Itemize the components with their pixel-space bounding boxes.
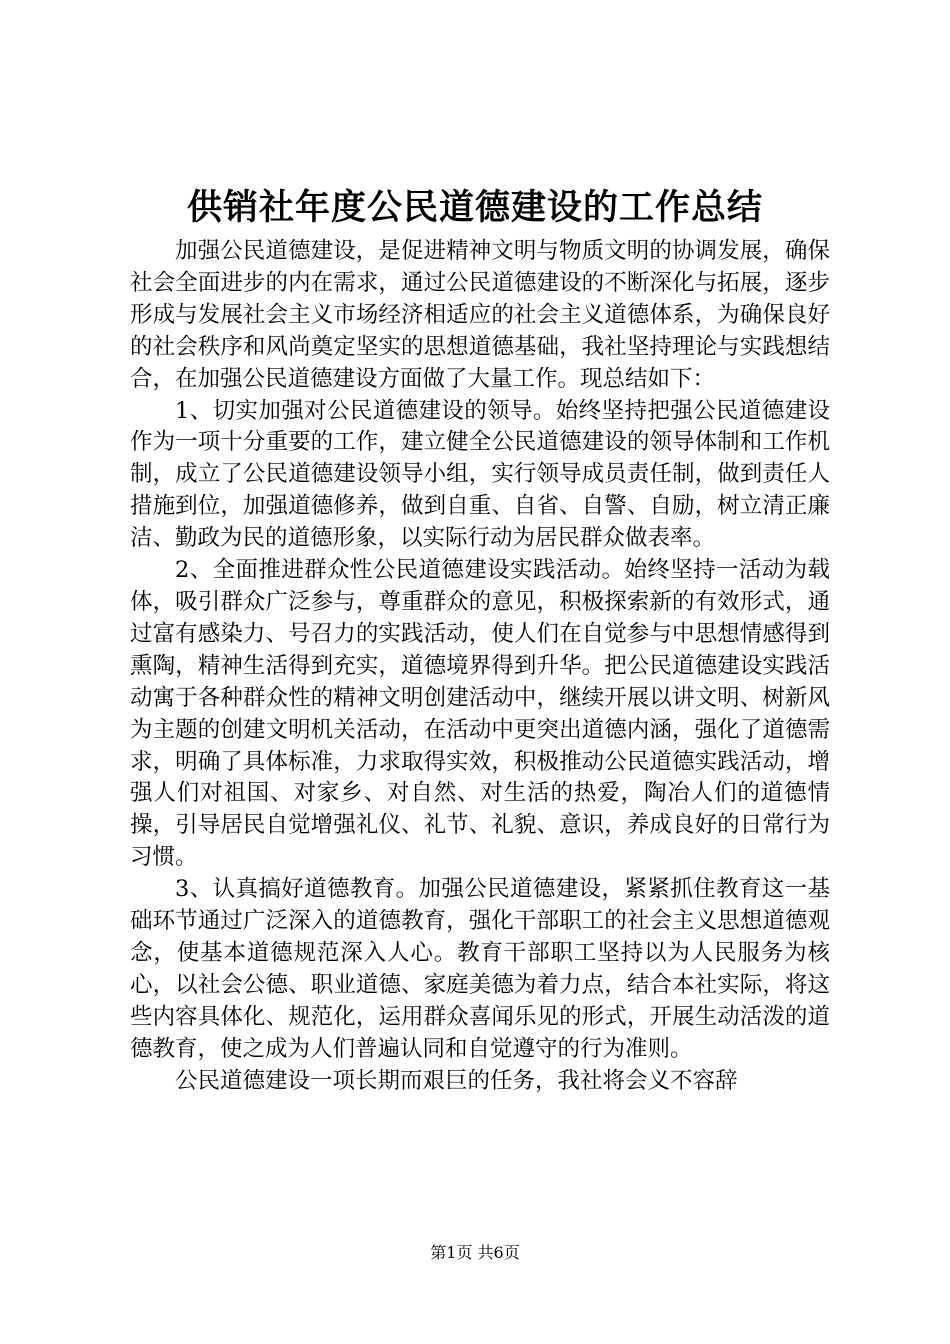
section-2-paragraph: 2、全面推进群众性公民道德建设实践活动。始终坚持一活动为载体，吸引群众广泛参与，尊重群众的意见，积极探索新的有效形式，通过富有感染力、号召力的实践活动，使人们在自觉参与中思想情感得到熏陶，精神生活得到充实，道德境界得到升华。把公民道德建设实践活动寓于各种群众性的精神文明创建活动中，继续开展以讲文明、树新风为主题的创建文明机关活动，在活动中更突出道德内涵，强化了道德需求，明确了具体标准，力求取得实效，积极推动公民道德实践活动，增强人们对祖国、对家乡、对自然、对生活的热爱，陶冶人们的道德情操，引导居民自觉增强礼仪、礼节、礼貌、意识，养成良好的日常行为习惯。 (130, 557, 830, 871)
page-footer: 第1页 共6页 (430, 1243, 520, 1262)
closing-paragraph: 公民道德建设一项长期而艰巨的任务，我社将会义不容辞 (175, 1067, 738, 1094)
section-1-paragraph: 1、切实加强对公民道德建设的领导。始终坚持把强公民道德建设作为一项十分重要的工作，建立健全公民道德建设的领导体制和工作机制，成立了公民道德建设领导小组，实行领导成员责任制，做到责任人措施到位，加强道德修养，做到自重、自省、自警、自励，树立清正廉洁、勤政为民的道德形象，以实际行动为居民群众做表率。 (130, 397, 830, 552)
intro-paragraph: 加强公民道德建设，是促进精神文明与物质文明的协调发展，确保社会全面进步的内在需求，通过公民道德建设的不断深化与拓展，逐步形成与发展社会主义市场经济相适应的社会主义道德体系，为确保良好的社会秩序和风尚奠定坚实的思想道德基础，我社坚持理论与实践想结合，在加强公民道德建设方面做了大量工作。现总结如下： (130, 238, 830, 392)
section-3-paragraph: 3、认真搞好道德教育。加强公民道德建设，紧紧抓住教育这一基础环节通过广泛深入的道德教育，强化干部职工的社会主义思想道德观念，使基本道德规范深入人心。教育干部职工坚持以为人民服务为核心，以社会公德、职业道德、家庭美德为着力点，结合本社实际，将这些内容具体化、规范化，运用群众喜闻乐见的形式，开展生动活泼的道德教育，使之成为人们普遍认同和自觉遵守的行为准则。 (130, 876, 830, 1062)
document-title: 供销社年度公民道德建设的工作总结 (186, 188, 763, 228)
document-body (130, 236, 830, 1097)
